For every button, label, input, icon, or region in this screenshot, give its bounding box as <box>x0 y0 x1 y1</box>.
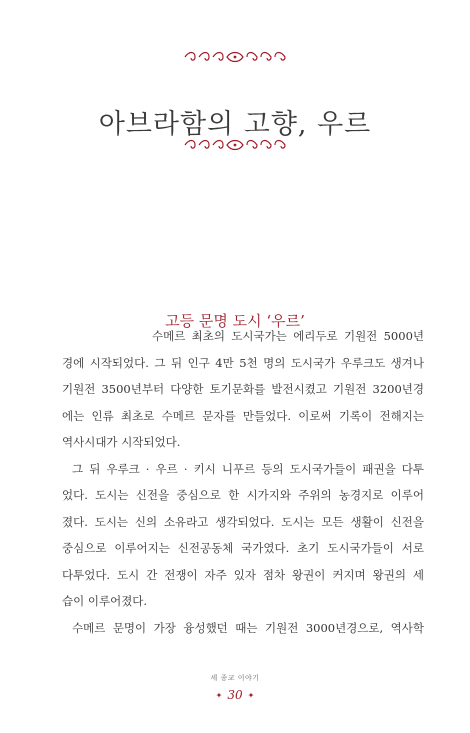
body-line: 었다. 도시는 신전을 중심으로 한 시가지와 주위의 농경지로 이루어 <box>62 488 424 502</box>
diamond-icon: ✦ <box>215 691 223 700</box>
chapter-title: 아브라함의 고향, 우르 <box>98 109 372 141</box>
section-heading: 고등 문명 도시 ‘우르’ <box>165 312 305 331</box>
body-line: 졌다. 도시는 신의 소유라고 생각되었다. 도시는 모든 생활이 신전을 <box>62 514 424 529</box>
diamond-icon: ✦ <box>247 691 255 700</box>
body-line: 기원전 3500년부터 다양한 토기문화를 발전시켰고 기원전 3200년경 <box>62 382 424 396</box>
body-line: 수메르 문명이 가장 융성했던 때는 기원전 3000년경으로, 역사학 <box>72 620 424 635</box>
page-number <box>0 688 470 702</box>
body-line: 다투었다. 도시 간 전쟁이 자주 있자 점차 왕권이 커지며 왕권의 세 <box>62 567 424 582</box>
body-line: 중심으로 이루어지는 신전공동체 국가였다. 초기 도시국가들이 서로 <box>62 541 424 555</box>
top-ornament-icon <box>0 51 470 63</box>
body-line: 수메르 최초의 도시국가는 에리두로 기원전 5000년 <box>152 329 424 343</box>
body-line: 역사시대가 시작되었다. <box>62 435 181 449</box>
body-line: 경에 시작되었다. 그 뒤 인구 4만 5천 명의 도시국가 우루크도 생겨나 <box>62 355 424 370</box>
page-number-text: 30 <box>227 688 243 702</box>
body-line: 그 뒤 우루크 · 우르 · 키시 니푸르 등의 도시국가들이 패권을 다투 <box>72 461 424 476</box>
body-line: 에는 인류 최초로 수메르 문자를 만들었다. 이로써 기록이 전해지는 <box>62 408 424 423</box>
body-line: 습이 이루어졌다. <box>62 594 148 608</box>
body-text <box>62 323 424 641</box>
bottom-ornament-icon <box>0 139 470 151</box>
footer-book-title: 세 종교 이야기 <box>210 674 260 682</box>
